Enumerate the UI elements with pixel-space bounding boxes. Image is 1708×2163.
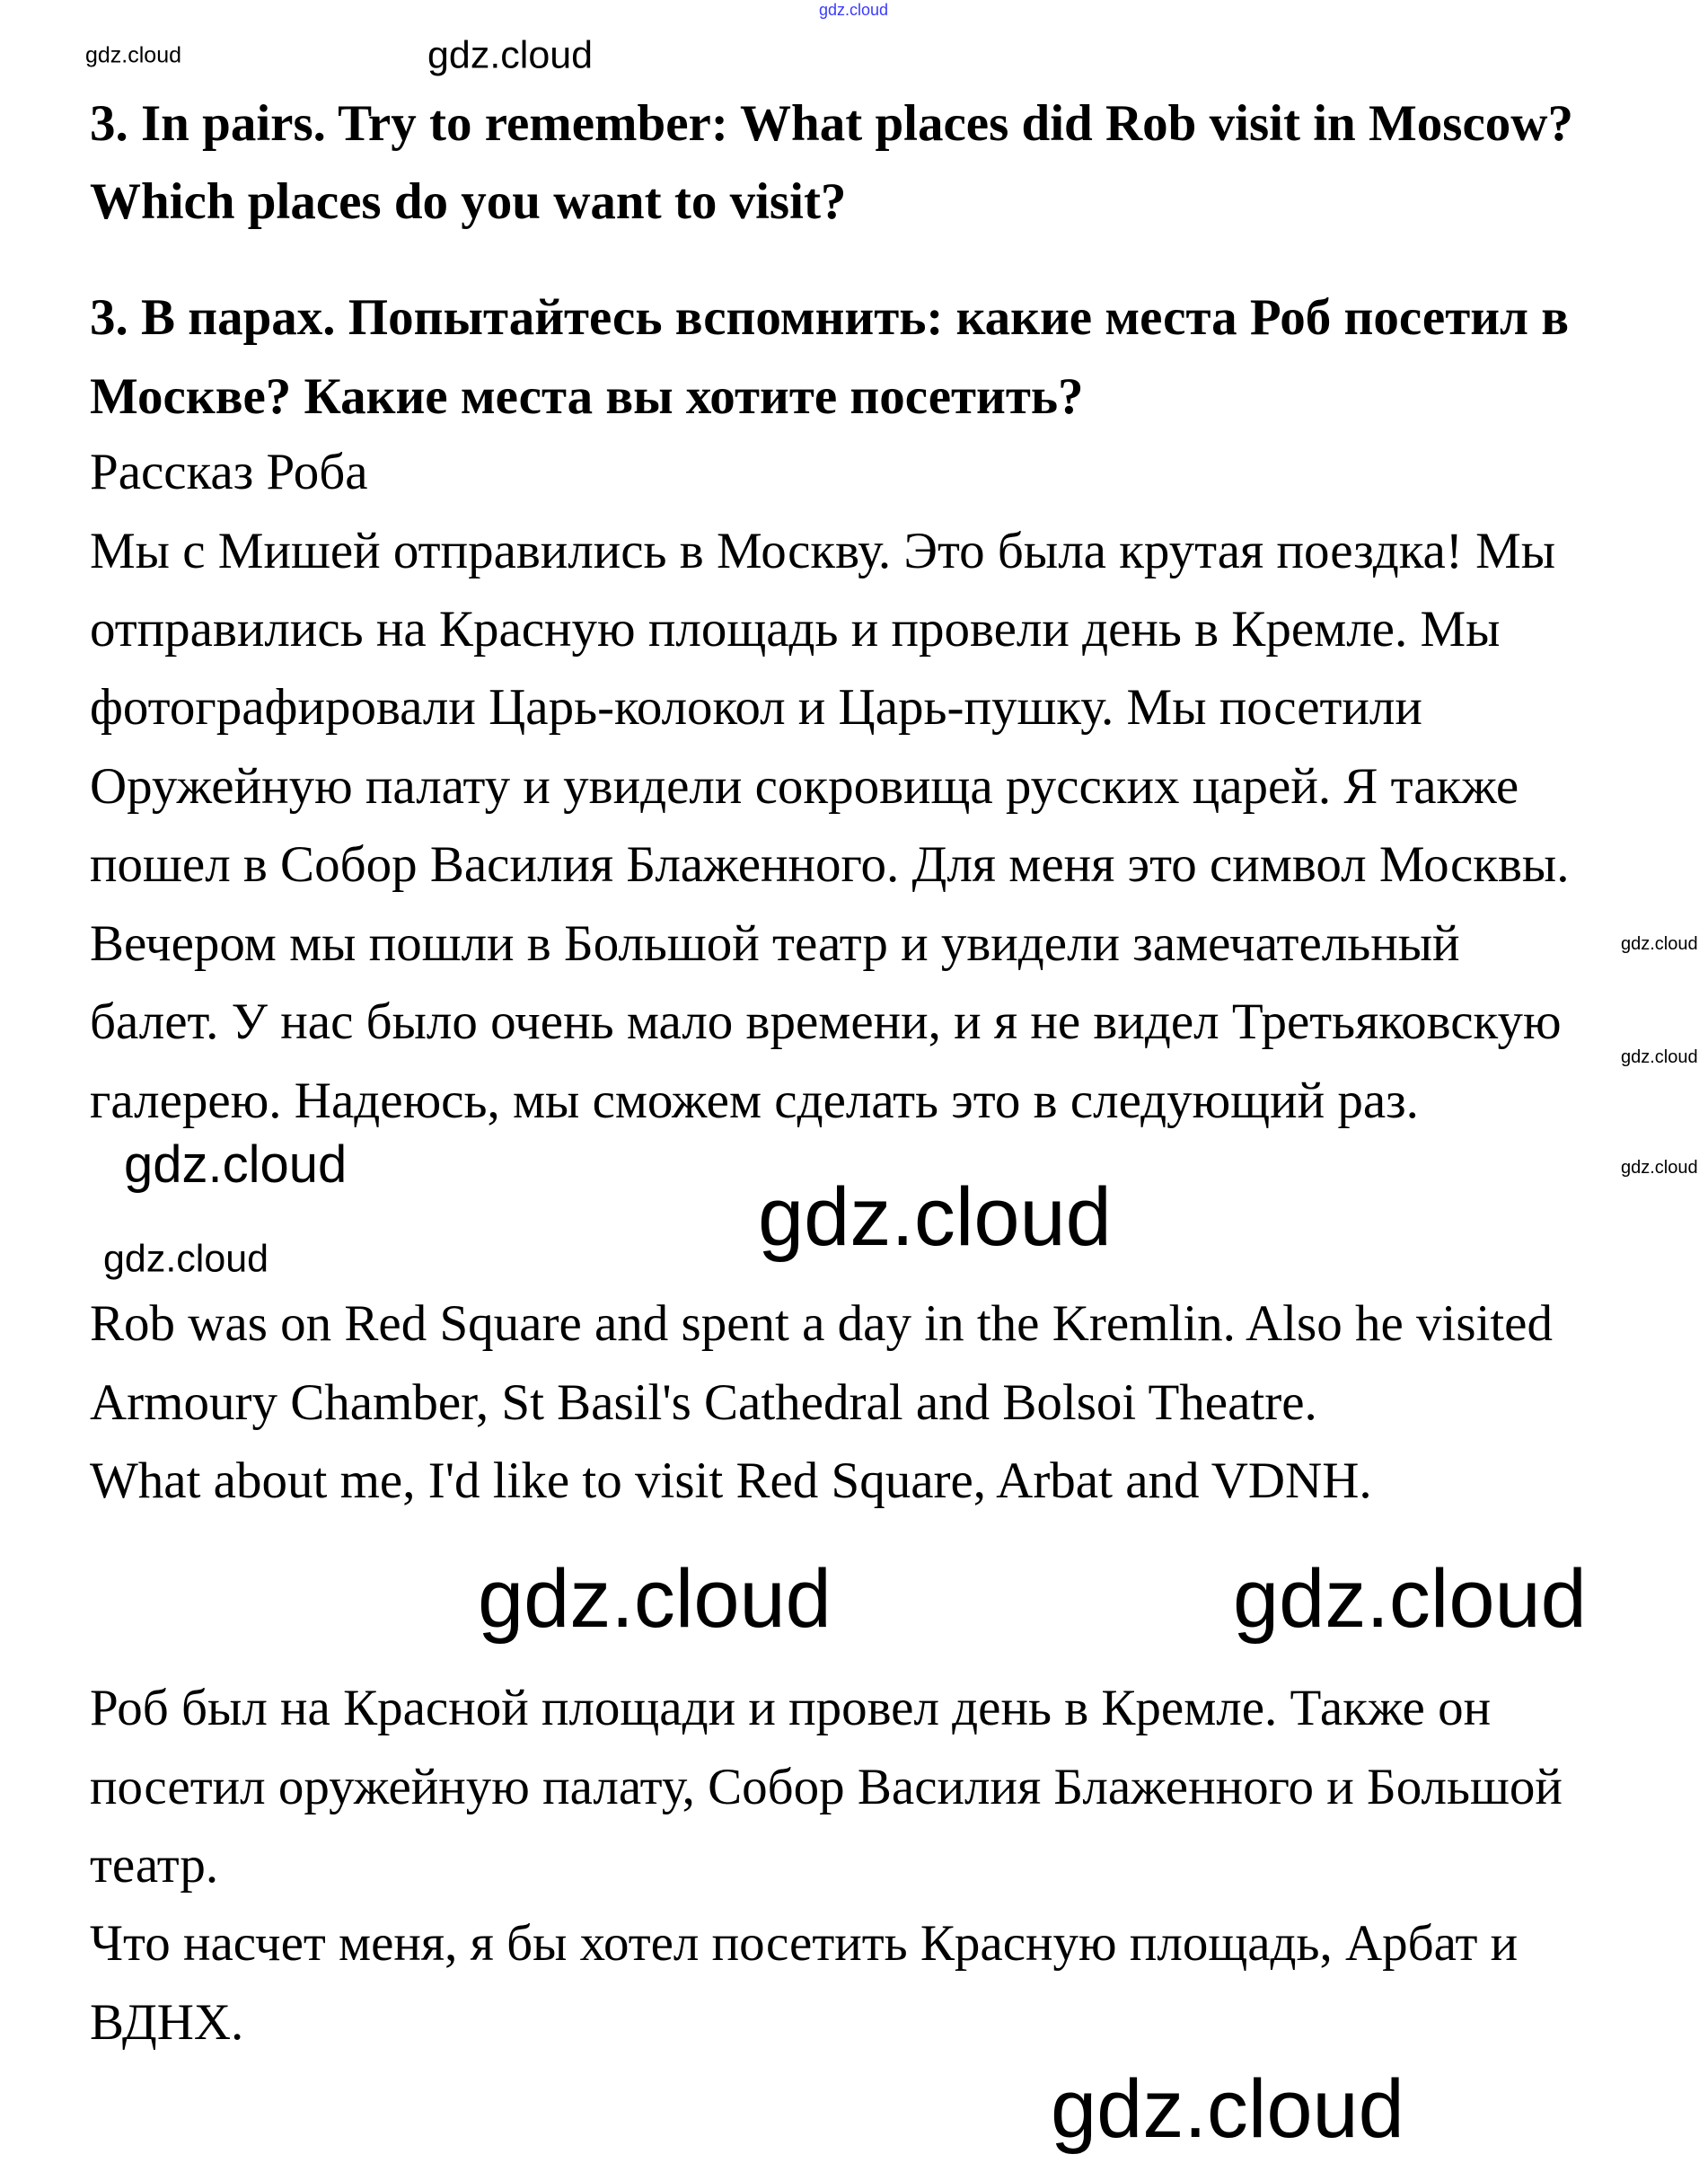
top-watermark[interactable]: gdz.cloud — [819, 1, 889, 19]
story-line: галерею. Надеюсь, мы сможем сделать это в следующий раз. — [90, 1073, 1419, 1129]
story-line: Мы с Мишей отправились в Москву. Это была крутая поездка! Мы — [90, 523, 1556, 579]
watermark: gdz.cloud — [758, 1171, 1112, 1263]
watermark: gdz.cloud — [427, 33, 594, 77]
watermark: gdz.cloud — [1621, 934, 1698, 954]
answer-ru-line: Что насчет меня, я бы хотел посетить Красную площадь, Арбат и — [90, 1915, 1519, 1972]
story-title: Рассказ Роба — [90, 444, 368, 500]
watermark: gdz.cloud — [1233, 1553, 1587, 1645]
answer-en-line: What about me, I'd like to visit Red Square, Arbat and VDNH. — [90, 1452, 1372, 1509]
watermark: gdz.cloud — [85, 42, 182, 68]
story-line: балет. У нас было очень мало времени, и я не видел Третьяковскую — [90, 993, 1562, 1050]
watermark: gdz.cloud — [1621, 1158, 1698, 1178]
story-line: Оружейную палату и увидели сокровища русских царей. Я также — [90, 758, 1519, 815]
story-line: пошел в Собор Василия Блаженного. Для меня это символ Москвы. — [90, 836, 1570, 893]
answer-ru-line: театр. — [90, 1837, 219, 1894]
watermark: gdz.cloud — [478, 1553, 832, 1645]
answer-en-line: Rob was on Red Square and spent a day in the Kremlin. Also he visited — [90, 1295, 1553, 1352]
heading-en-line: 3. In pairs. Try to remember: What places did Rob visit in Moscow? — [90, 95, 1573, 152]
story-line: Вечером мы пошли в Большой театр и увидели замечательный — [90, 915, 1460, 972]
answer-en-line: Armoury Chamber, St Basil's Cathedral and Bolsoi Theatre. — [90, 1374, 1317, 1431]
heading-ru-line: 3. В парах. Попытайтесь вспомнить: какие места Роб посетил в — [90, 289, 1570, 346]
watermark: gdz.cloud — [103, 1237, 269, 1281]
story-line: отправились на Красную площадь и провели день в Кремле. Мы — [90, 601, 1501, 658]
answer-ru-line: посетил оружейную палату, Собор Василия Блаженного и Большой — [90, 1759, 1563, 1815]
watermark: gdz.cloud — [1621, 1047, 1698, 1067]
heading-ru-line: Москве? Какие места вы хотите посетить? — [90, 368, 1084, 425]
answer-ru-line: ВДНХ. — [90, 1994, 244, 2051]
watermark: gdz.cloud — [1051, 2063, 1404, 2155]
watermark: gdz.cloud — [124, 1135, 348, 1194]
heading-en-line: Which places do you want to visit? — [90, 173, 847, 230]
answer-ru-line: Роб был на Красной площади и провел день в Кремле. Также он — [90, 1680, 1492, 1736]
story-line: фотографировали Царь-колокол и Царь-пушку. Мы посетили — [90, 679, 1422, 736]
